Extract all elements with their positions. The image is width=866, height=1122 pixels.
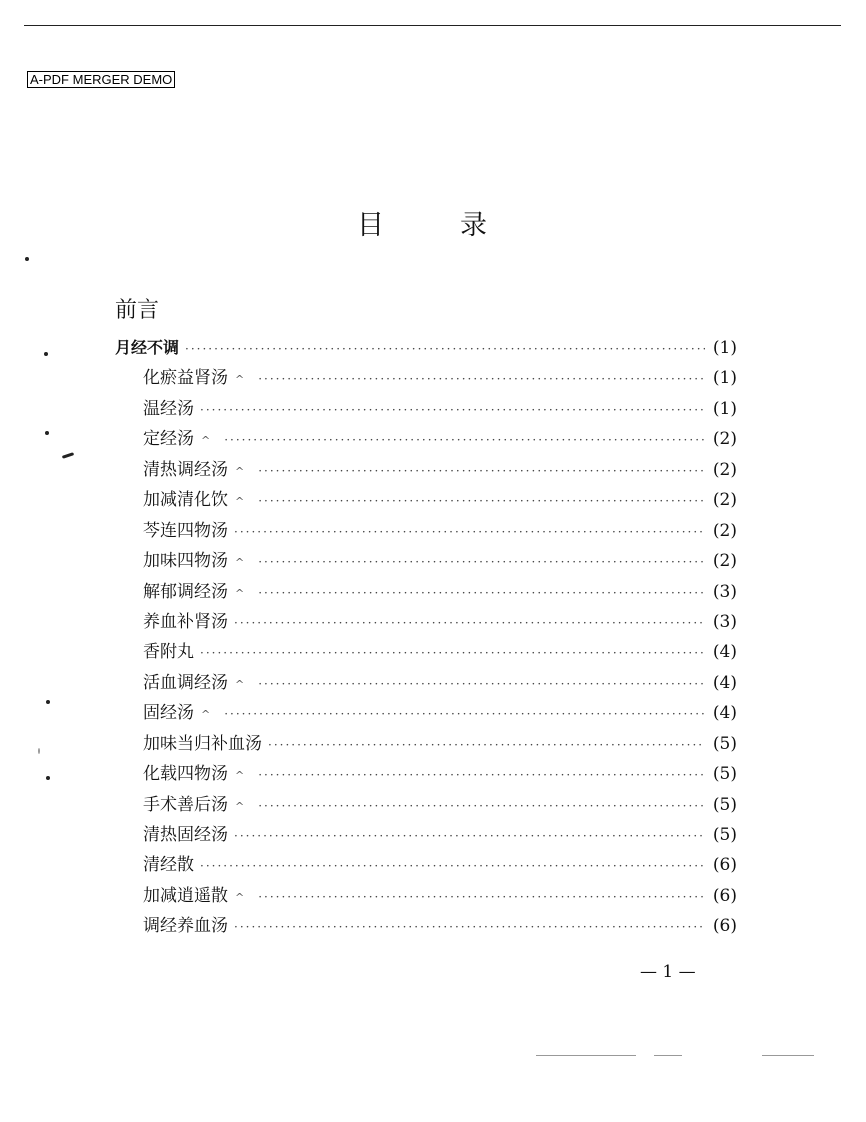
toc-leader-dots xyxy=(200,638,705,668)
toc-entry-label: 活血调经汤 xyxy=(143,672,228,693)
toc-leader-dots xyxy=(200,395,705,425)
toc-page-number: (4) xyxy=(712,672,737,693)
toc-entry-label: 清热调经汤 xyxy=(143,459,228,480)
watermark-label: A-PDF MERGER DEMO xyxy=(27,71,175,88)
scan-speck xyxy=(38,748,40,754)
caret-mark: ^ xyxy=(235,373,245,387)
toc-entry-label: 加减逍遥散 xyxy=(143,885,228,906)
toc-entry-row[interactable] xyxy=(115,485,737,515)
scan-smudge xyxy=(654,1055,682,1056)
toc-entry-label: 加味当归补血汤 xyxy=(143,733,262,754)
preface-heading: 前言 xyxy=(115,298,160,323)
toc-entry-label: 固经汤 xyxy=(143,703,194,724)
caret-mark: ^ xyxy=(235,677,245,691)
toc-entry-row[interactable] xyxy=(115,424,737,454)
toc-entry-label: 清热固经汤 xyxy=(143,825,228,845)
toc-leader-dots xyxy=(224,699,705,729)
caret-mark: ^ xyxy=(235,586,245,600)
caret-mark: ^ xyxy=(235,495,245,509)
toc-leader-dots xyxy=(234,517,705,547)
toc-entry-row[interactable] xyxy=(115,668,737,698)
toc-leader-dots xyxy=(258,364,705,394)
toc-leader-dots xyxy=(258,456,705,486)
toc-entry-label: 养血补肾汤 xyxy=(143,611,228,632)
caret-mark: ^ xyxy=(201,708,211,722)
toc-entry-label: 清经散 xyxy=(143,855,194,876)
toc-page-number: (3) xyxy=(712,581,737,602)
toc-page-number: (2) xyxy=(712,429,737,450)
top-rule xyxy=(24,25,841,26)
toc-leader-dots xyxy=(258,760,705,790)
toc-entry-label: 化瘀益肾汤 xyxy=(143,368,228,389)
toc-page-number: (2) xyxy=(712,520,737,541)
toc-page-number: (3) xyxy=(712,611,737,632)
toc-leader-dots xyxy=(224,425,705,455)
scan-smudge xyxy=(536,1055,636,1056)
toc-entry-label: 加减清化饮 xyxy=(143,490,228,511)
toc-entry-row[interactable] xyxy=(115,911,737,941)
toc-page-number: (2) xyxy=(712,551,737,572)
toc-entry-row[interactable] xyxy=(115,394,737,424)
scan-speck xyxy=(46,700,50,704)
toc-entry-row[interactable] xyxy=(115,516,737,546)
toc-page-number: (6) xyxy=(712,855,737,876)
toc-entry-row[interactable] xyxy=(115,607,737,637)
toc-entry-row[interactable] xyxy=(115,455,737,485)
scan-speck xyxy=(45,431,49,435)
toc-entries xyxy=(115,363,737,941)
toc-entry-row[interactable] xyxy=(115,850,737,880)
toc-leader-dots xyxy=(268,730,705,760)
toc-entry-row[interactable] xyxy=(115,820,737,850)
toc-leader-dots xyxy=(200,851,705,881)
toc-section-label: 月经不调 xyxy=(115,338,180,357)
toc-page-number: (2) xyxy=(712,490,737,511)
scan-speck xyxy=(62,452,74,459)
toc-page-number: (5) xyxy=(712,733,737,754)
toc-leader-dots xyxy=(258,486,705,516)
toc-entry-row[interactable] xyxy=(115,729,737,759)
toc-entry-row[interactable] xyxy=(115,790,737,820)
toc-page-number: (5) xyxy=(712,794,737,815)
toc-entry-row[interactable] xyxy=(115,759,737,789)
page-title-char-2: 录 xyxy=(460,210,487,241)
scan-speck xyxy=(44,352,48,356)
toc-entry-row[interactable] xyxy=(115,546,737,576)
toc-leader-dots xyxy=(234,608,705,638)
toc-entry-label: 解郁调经汤 xyxy=(143,581,228,602)
page-title-char-1: 目 xyxy=(357,210,384,241)
toc-entry-row[interactable] xyxy=(115,637,737,667)
caret-mark: ^ xyxy=(201,434,211,448)
toc-leader-dots xyxy=(185,334,705,364)
toc-entry-label: 定经汤 xyxy=(143,429,194,450)
caret-mark: ^ xyxy=(235,556,245,570)
toc-entry-label: 芩连四物汤 xyxy=(143,520,228,541)
toc-entry-row[interactable] xyxy=(115,881,737,911)
toc-entry-row[interactable] xyxy=(115,363,737,393)
toc-leader-dots xyxy=(258,547,705,577)
page-number-footer: — 1 — xyxy=(640,962,696,982)
toc-entry-label: 调经养血汤 xyxy=(143,916,228,937)
toc-page-number: (1) xyxy=(712,398,737,419)
toc-leader-dots xyxy=(258,669,705,699)
toc-page-number: (4) xyxy=(712,703,737,724)
scan-speck xyxy=(25,257,29,261)
toc-page-number: (4) xyxy=(712,642,737,663)
toc-page-number: (1) xyxy=(712,338,737,358)
toc-page-number: (6) xyxy=(712,916,737,937)
caret-mark: ^ xyxy=(235,890,245,904)
toc-page-number: (6) xyxy=(712,885,737,906)
toc-page-number: (5) xyxy=(712,764,737,785)
toc-entry-label: 温经汤 xyxy=(143,398,194,419)
toc-page-number: (5) xyxy=(712,825,737,845)
caret-mark: ^ xyxy=(235,799,245,813)
toc-leader-dots xyxy=(258,791,705,821)
toc-entry-label: 手术善后汤 xyxy=(143,794,228,815)
toc-leader-dots xyxy=(258,882,705,912)
toc-entry-label: 香附丸 xyxy=(143,642,194,663)
caret-mark: ^ xyxy=(235,464,245,478)
caret-mark: ^ xyxy=(235,769,245,783)
toc-entry-label: 加味四物汤 xyxy=(143,551,228,572)
toc-leader-dots xyxy=(234,821,705,851)
scan-speck xyxy=(46,776,50,780)
toc-entry-row[interactable] xyxy=(115,698,737,728)
toc-page-number: (1) xyxy=(712,368,737,389)
toc-page-number: (2) xyxy=(712,459,737,480)
toc-leader-dots xyxy=(234,912,705,942)
toc-leader-dots xyxy=(258,578,705,608)
toc-entry-row[interactable] xyxy=(115,577,737,607)
table-of-contents xyxy=(115,333,737,942)
toc-section-row[interactable] xyxy=(115,333,737,363)
scan-smudge xyxy=(762,1055,814,1056)
toc-entry-label: 化载四物汤 xyxy=(143,764,228,785)
